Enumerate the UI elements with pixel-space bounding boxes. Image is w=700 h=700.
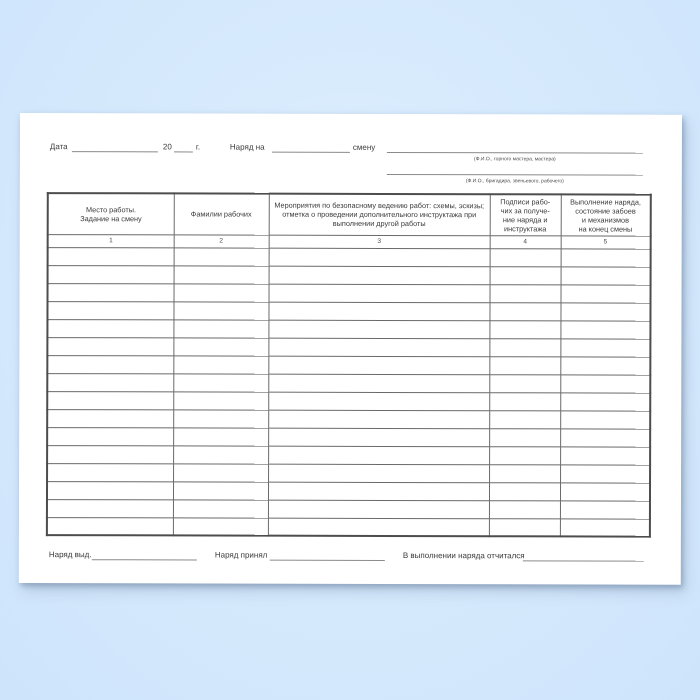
table-cell [173,337,268,355]
brigadier-name-blank-line [387,164,643,176]
reported-blank-line [523,550,644,561]
table-row [47,337,650,357]
column-number: 5 [561,235,651,248]
table-cell [48,247,174,265]
table-row [47,319,650,339]
table-row [48,283,651,303]
table-cell [561,284,651,302]
table-cell [173,463,268,481]
table-cell [47,517,173,535]
table-cell [173,445,268,463]
table-cell [560,500,650,518]
table-cell [173,409,268,427]
table-cell [47,391,173,409]
column-number: 3 [269,235,490,249]
table-row [47,481,650,501]
table-cell [174,283,269,301]
table-empty-rows [47,247,651,537]
table-cell [489,464,560,482]
table-cell [173,499,268,517]
table-cell [560,338,650,356]
table-cell [268,392,489,411]
table-row [47,373,650,393]
table-cell [173,355,268,373]
table-header-row [48,193,651,236]
table-cell [47,463,173,481]
table-row [47,499,650,519]
table-cell [560,356,650,374]
table-cell [268,302,489,321]
brigadier-caption: (Ф.И.О., бригадира, звеньевого, рабочего) [465,178,564,185]
column-number: 1 [48,234,174,247]
table-cell [173,427,268,445]
table-cell [560,464,650,482]
table-row [47,463,650,483]
table-cell [268,464,489,483]
table-cell [560,320,650,338]
table-cell [268,446,489,465]
table-cell [560,374,650,392]
year-prefix: 20 [162,142,172,152]
table-row [47,301,650,321]
table-cell [173,517,268,535]
table-cell [490,248,561,266]
column-number: 4 [490,235,561,248]
table-cell [47,409,173,427]
master-caption: (Ф.И.О., горного мастера, мастера) [474,156,556,163]
shift-label: смену [352,142,376,152]
table-cell [489,320,560,338]
table-cell [489,338,560,356]
table-cell [268,338,489,357]
column-number: 2 [174,234,269,247]
reported-label: В выполнении наряда отчитался [402,551,525,561]
table-row [47,427,650,447]
header-place-of-work: Место работы. Задание на смену [48,193,174,234]
table-cell [489,302,560,320]
table-cell [173,319,268,337]
table-cell [268,410,489,429]
table-cell [489,356,560,374]
table-cell [489,518,560,536]
table-cell [269,248,490,267]
table-cell [269,284,490,303]
table-cell [490,284,561,302]
table-row [47,409,650,429]
table-cell [48,283,174,301]
table-cell [560,518,650,536]
table-cell [269,266,490,285]
accepted-label: Наряд принял [214,550,268,560]
accepted-blank-line [270,550,385,561]
document-sheet [19,113,682,585]
table-cell [48,265,174,283]
issued-blank-line [92,549,197,560]
year-blank-line [174,141,193,152]
table-cell [47,373,173,391]
table-cell [47,481,173,499]
table-cell [268,500,489,519]
table-cell [489,500,560,518]
table-cell [489,428,560,446]
naryad-blank-line [272,142,350,153]
naryad-label: Наряд на [229,142,265,152]
table-cell [47,427,173,445]
header-signatures: Подписи рабо- чих за получе- ние наряда и инструктажа [490,194,561,235]
table-cell [489,410,560,428]
master-name-blank-line [387,142,643,154]
year-suffix: г. [195,142,201,152]
table-cell [560,428,650,446]
table-cell [47,355,173,373]
header-safety-measures: Мероприятия по безопасному ведению работ: схемы, эскизы; отметка о проведении дополнительного инструктажа при выполнении другой работы [269,194,490,236]
header-completion: Выполнение наряда, состояние забоев и механизмов на конец смены [561,194,651,235]
table-row [47,355,650,375]
table-cell [47,319,173,337]
table-cell [174,265,269,283]
table-cell [561,248,651,266]
table-cell [560,392,650,410]
table-cell [489,392,560,410]
table-row [47,391,650,411]
table-cell [47,301,173,319]
table-cell [173,481,268,499]
table-row [47,517,650,537]
table-cell [268,356,489,375]
table-cell [560,410,650,428]
date-blank-line [72,141,158,152]
table-cell [560,446,650,464]
table-cell [489,482,560,500]
table-cell [490,266,561,284]
table-cell [47,445,173,463]
table-row [48,265,651,285]
table-cell [268,428,489,447]
table-cell [268,518,489,537]
table-row [47,445,650,465]
date-label: Дата [49,142,68,152]
table-cell [560,482,650,500]
table-cell [173,373,268,391]
issued-label: Наряд выд. [48,550,92,560]
table-cell [561,266,651,284]
table-cell [47,499,173,517]
table-cell [268,482,489,501]
table-cell [268,374,489,393]
work-order-table [46,192,652,538]
table-cell [489,374,560,392]
header-worker-names: Фамилии рабочих [174,193,269,234]
table-cell [173,301,268,319]
table-cell [47,337,173,355]
table-cell [560,302,650,320]
table-cell [489,446,560,464]
table-cell [268,320,489,339]
table-row [48,247,651,267]
table-cell [174,247,269,265]
table-cell [173,391,268,409]
